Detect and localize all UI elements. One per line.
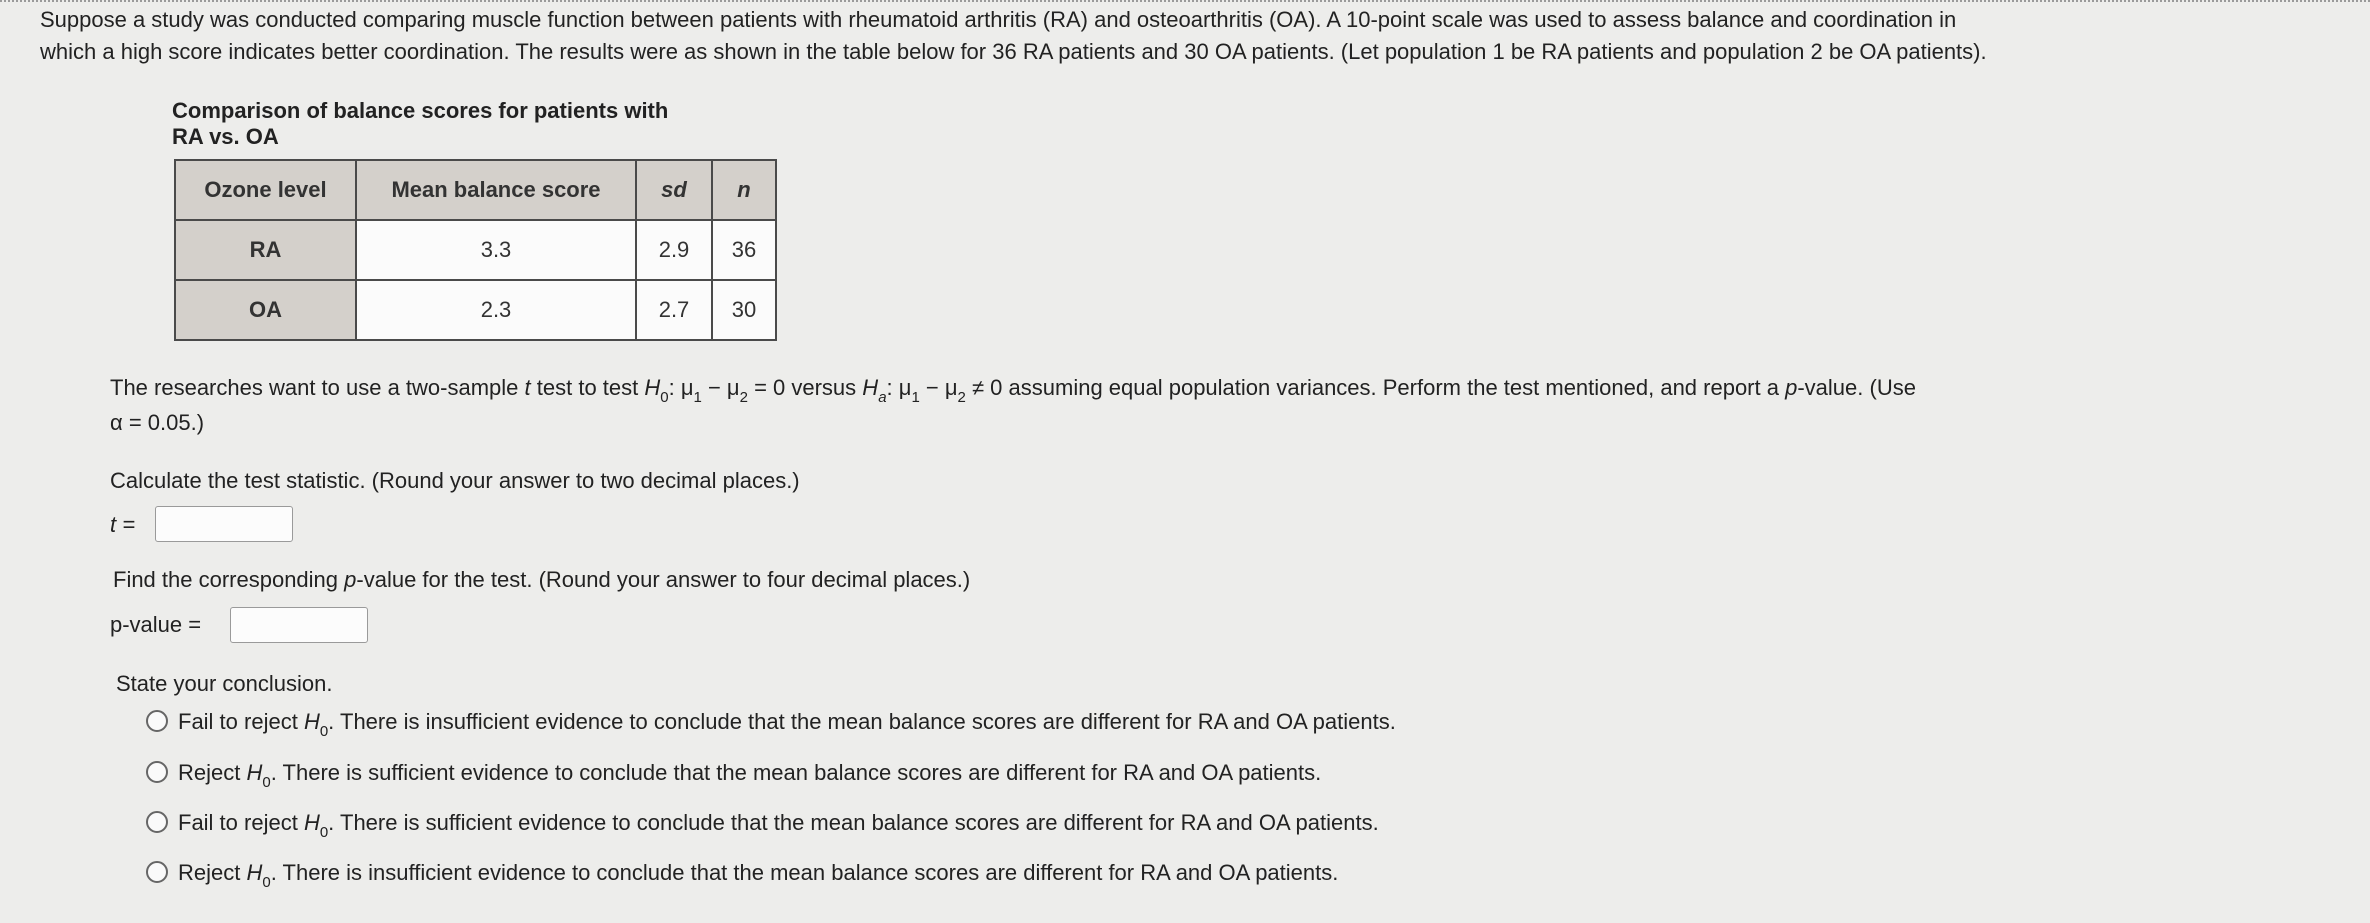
header-sd: sd [636,160,712,220]
p-value-label: p-value = [110,612,202,637]
hypothesis-line-1: The researches want to use a two-sample t test to test $H_0$: $\mu_1 - \mu_2 = 0$ versus $H_a$: $\mu_1 - \mu_2 \ne 0$ assuming equal population variances. Perform the test mentioned, and report a p-value. (Use [110,375,1916,406]
conclusion-option-2[interactable]: Reject $H_0$. There is sufficient evidence to conclude that the mean balance scores are different for RA and OA patients. [146,758,1321,791]
cell-n: 36 [712,220,776,280]
conclusion-option-1[interactable]: Fail to reject $H_0$. There is insufficient evidence to conclude that the mean balance scores are different for RA and OA patients. [146,707,1396,740]
caption-line-2: RA vs. OA [172,124,279,149]
t-label: t = [110,512,136,537]
table-header-row [175,160,776,220]
radio-button[interactable] [146,761,168,783]
intro-line-1: Suppose a study was conducted comparing muscle function between patients with rheumatoid arthritis (RA) and osteoarthritis (OA). A 10-point scale was used to assess balance and coordination in [40,7,1957,32]
problem-intro [40,4,1987,68]
table-row [175,220,776,280]
header-ozone-level: Ozone level [175,160,356,220]
table-caption [172,98,668,150]
radio-button[interactable] [146,811,168,833]
header-mean-balance-score: Mean balance score [356,160,636,220]
header-n: n [712,160,776,220]
conclusion-prompt: State your conclusion. [116,671,333,696]
radio-button[interactable] [146,710,168,732]
intro-line-2: which a high score indicates better coordination. The results were as shown in the table below for 36 RA patients and 30 OA patients. (Let population 1 be RA patients and population 2 be OA patients). [40,39,1987,64]
conclusion-option-4[interactable]: Reject $H_0$. There is insufficient evidence to conclude that the mean balance scores are different for RA and OA patients. [146,858,1338,891]
cell-mean: 2.3 [356,280,636,340]
conclusion-option-3[interactable]: Fail to reject $H_0$. There is sufficient evidence to conclude that the mean balance scores are different for RA and OA patients. [146,808,1379,841]
caption-line-1: Comparison of balance scores for patients with [172,98,669,123]
row-label-oa: OA [175,280,356,340]
p-value-prompt: Find the corresponding p-value for the test. (Round your answer to four decimal places.) [113,567,971,592]
cell-n: 30 [712,280,776,340]
t-statistic-input[interactable] [155,506,293,542]
balance-scores-table [174,159,777,341]
alpha-line: α = 0.05.) [110,410,205,435]
test-stat-prompt: Calculate the test statistic. (Round your answer to two decimal places.) [110,468,800,493]
radio-button[interactable] [146,861,168,883]
table-row [175,280,776,340]
p-value-input[interactable] [230,607,368,643]
cell-sd: 2.9 [636,220,712,280]
cell-sd: 2.7 [636,280,712,340]
cell-mean: 3.3 [356,220,636,280]
hypothesis-question [110,372,1916,439]
row-label-ra: RA [175,220,356,280]
